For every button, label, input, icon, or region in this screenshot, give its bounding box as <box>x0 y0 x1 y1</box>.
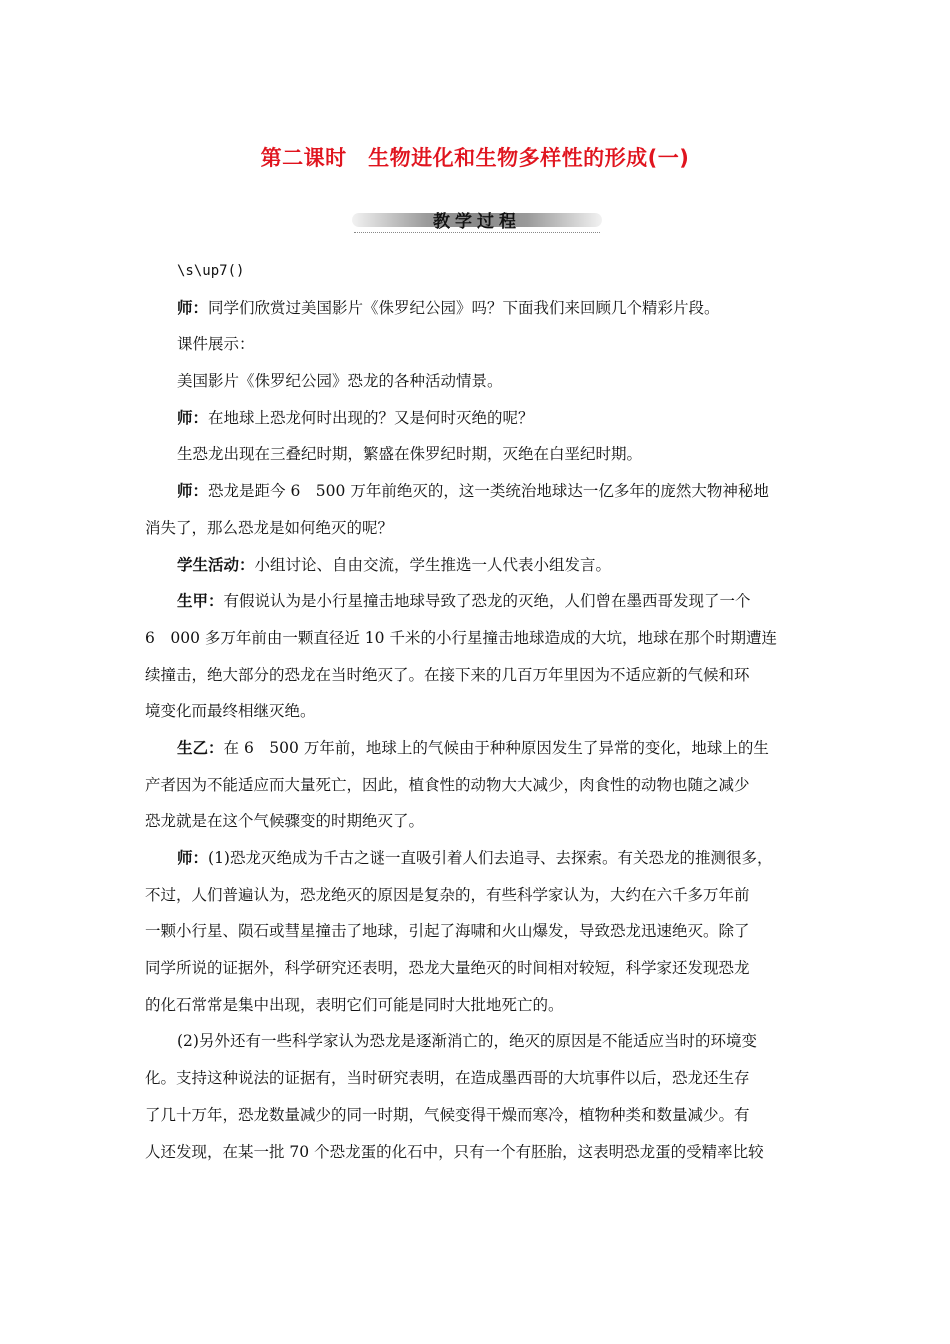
lesson-title: 第二课时 生物进化和生物多样性的形成(一) <box>260 146 690 170</box>
lesson-body <box>145 253 813 1170</box>
paragraph-line <box>145 436 813 473</box>
paragraph-line <box>145 803 813 840</box>
speaker-label: 师： <box>177 482 209 501</box>
paragraph-line <box>145 253 813 290</box>
paragraph-line <box>145 987 813 1024</box>
paragraph-line <box>145 510 813 547</box>
line-text: 一颗小行星、陨石或彗星撞击了地球，引起了海啸和火山爆发，导致恐龙迅速绝灭。除了 <box>145 922 750 941</box>
banner-dotted-rule <box>354 232 600 233</box>
paragraph-line <box>145 950 813 987</box>
paragraph-line <box>145 877 813 914</box>
line-text: 消失了，那么恐龙是如何绝灭的呢？ <box>145 518 394 537</box>
paragraph-line <box>145 1097 813 1134</box>
paragraph-line <box>145 326 813 363</box>
line-text: 在地球上恐龙何时出现的？又是何时灭绝的呢？ <box>208 408 534 427</box>
speaker-label: 师： <box>177 408 209 427</box>
line-text: 6 000 多万年前由一颗直径近 10 千米的小行星撞击地球造成的大坑，地球在那个时期遭连 <box>145 628 777 647</box>
section-heading-banner <box>352 205 602 231</box>
line-text: \s\up7() <box>177 263 245 279</box>
paragraph-line <box>145 767 813 804</box>
paragraph-line <box>145 693 813 730</box>
line-text: 同学所说的证据外，科学研究还表明，恐龙大量绝灭的时间相对较短，科学家还发现恐龙 <box>145 959 750 978</box>
speaker-label: 师： <box>177 298 209 317</box>
paragraph-line <box>145 547 813 584</box>
line-text: 生恐龙出现在三叠纪时期，繁盛在侏罗纪时期，灭绝在白垩纪时期。 <box>177 445 643 464</box>
line-text: 不过，人们普遍认为，恐龙绝灭的原因是复杂的，有些科学家认为，大约在六千多万年前 <box>145 885 750 904</box>
paragraph-line <box>145 290 813 327</box>
line-text: 在 6 500 万年前，地球上的气候由于种种原因发生了异常的变化，地球上的生 <box>223 738 769 757</box>
paragraph-line <box>145 1134 813 1171</box>
line-text: 了几十万年，恐龙数量减少的同一时期，气候变得干燥而寒冷，植物种类和数量减少。有 <box>145 1105 750 1124</box>
line-text: 恐龙就是在这个气候骤变的时期绝灭了。 <box>145 812 425 831</box>
speaker-label: 师： <box>177 849 209 867</box>
speaker-label: 生甲： <box>177 592 224 611</box>
speaker-label: 学生活动： <box>177 555 255 574</box>
paragraph-line <box>145 620 813 657</box>
paragraph-line <box>145 583 813 620</box>
line-text: 小组讨论、自由交流，学生推选一人代表小组发言。 <box>254 555 612 574</box>
line-text: 有假说认为是小行星撞击地球导致了恐龙的灭绝，人们曾在墨西哥发现了一个 <box>223 592 751 611</box>
paragraph-line <box>145 400 813 437</box>
line-text: 恐龙是距今 6 500 万年前绝灭的，这一类统治地球达一亿多年的庞然大物神秘地 <box>208 482 769 501</box>
paragraph-line <box>145 730 813 767</box>
speaker-label: 生乙： <box>177 738 224 757</box>
paragraph-line <box>145 657 813 694</box>
paragraph-line <box>145 913 813 950</box>
paragraph-line <box>145 1023 813 1060</box>
line-text: (1)恐龙灭绝成为千古之谜一直吸引着人们去追寻、去探索。有关恐龙的推测很多， <box>208 849 773 867</box>
line-text: 境变化而最终相继灭绝。 <box>145 702 316 721</box>
paragraph-line <box>145 1060 813 1097</box>
line-text: 产者因为不能适应而大量死亡，因此，植食性的动物大大减少，肉食性的动物也随之减少 <box>145 775 750 794</box>
paragraph-line <box>145 473 813 510</box>
line-text: (2)另外还有一些科学家认为恐龙是逐渐消亡的，绝灭的原因是不能适应当时的环境变 <box>177 1032 757 1051</box>
paragraph-line <box>145 840 813 877</box>
line-text: 美国影片《侏罗纪公园》恐龙的各种活动情景。 <box>177 372 503 391</box>
line-text: 的化石常常是集中出现，表明它们可能是同时大批地死亡的。 <box>145 995 564 1014</box>
line-text: 续撞击，绝大部分的恐龙在当时绝灭了。在接下来的几百万年里因为不适应新的气候和环 <box>145 665 750 684</box>
line-text: 人还发现，在某一批 70 个恐龙蛋的化石中，只有一个有胚胎，这表明恐龙蛋的受精率比较 <box>145 1142 764 1161</box>
line-text: 同学们欣赏过美国影片《侏罗纪公园》吗？下面我们来回顾几个精彩片段。 <box>208 298 720 317</box>
section-heading: 教学过程 <box>433 212 521 232</box>
paragraph-line <box>145 363 813 400</box>
line-text: 课件展示： <box>177 335 255 354</box>
line-text: 化。支持这种说法的证据有，当时研究表明，在造成墨西哥的大坑事件以后，恐龙还生存 <box>145 1069 750 1088</box>
